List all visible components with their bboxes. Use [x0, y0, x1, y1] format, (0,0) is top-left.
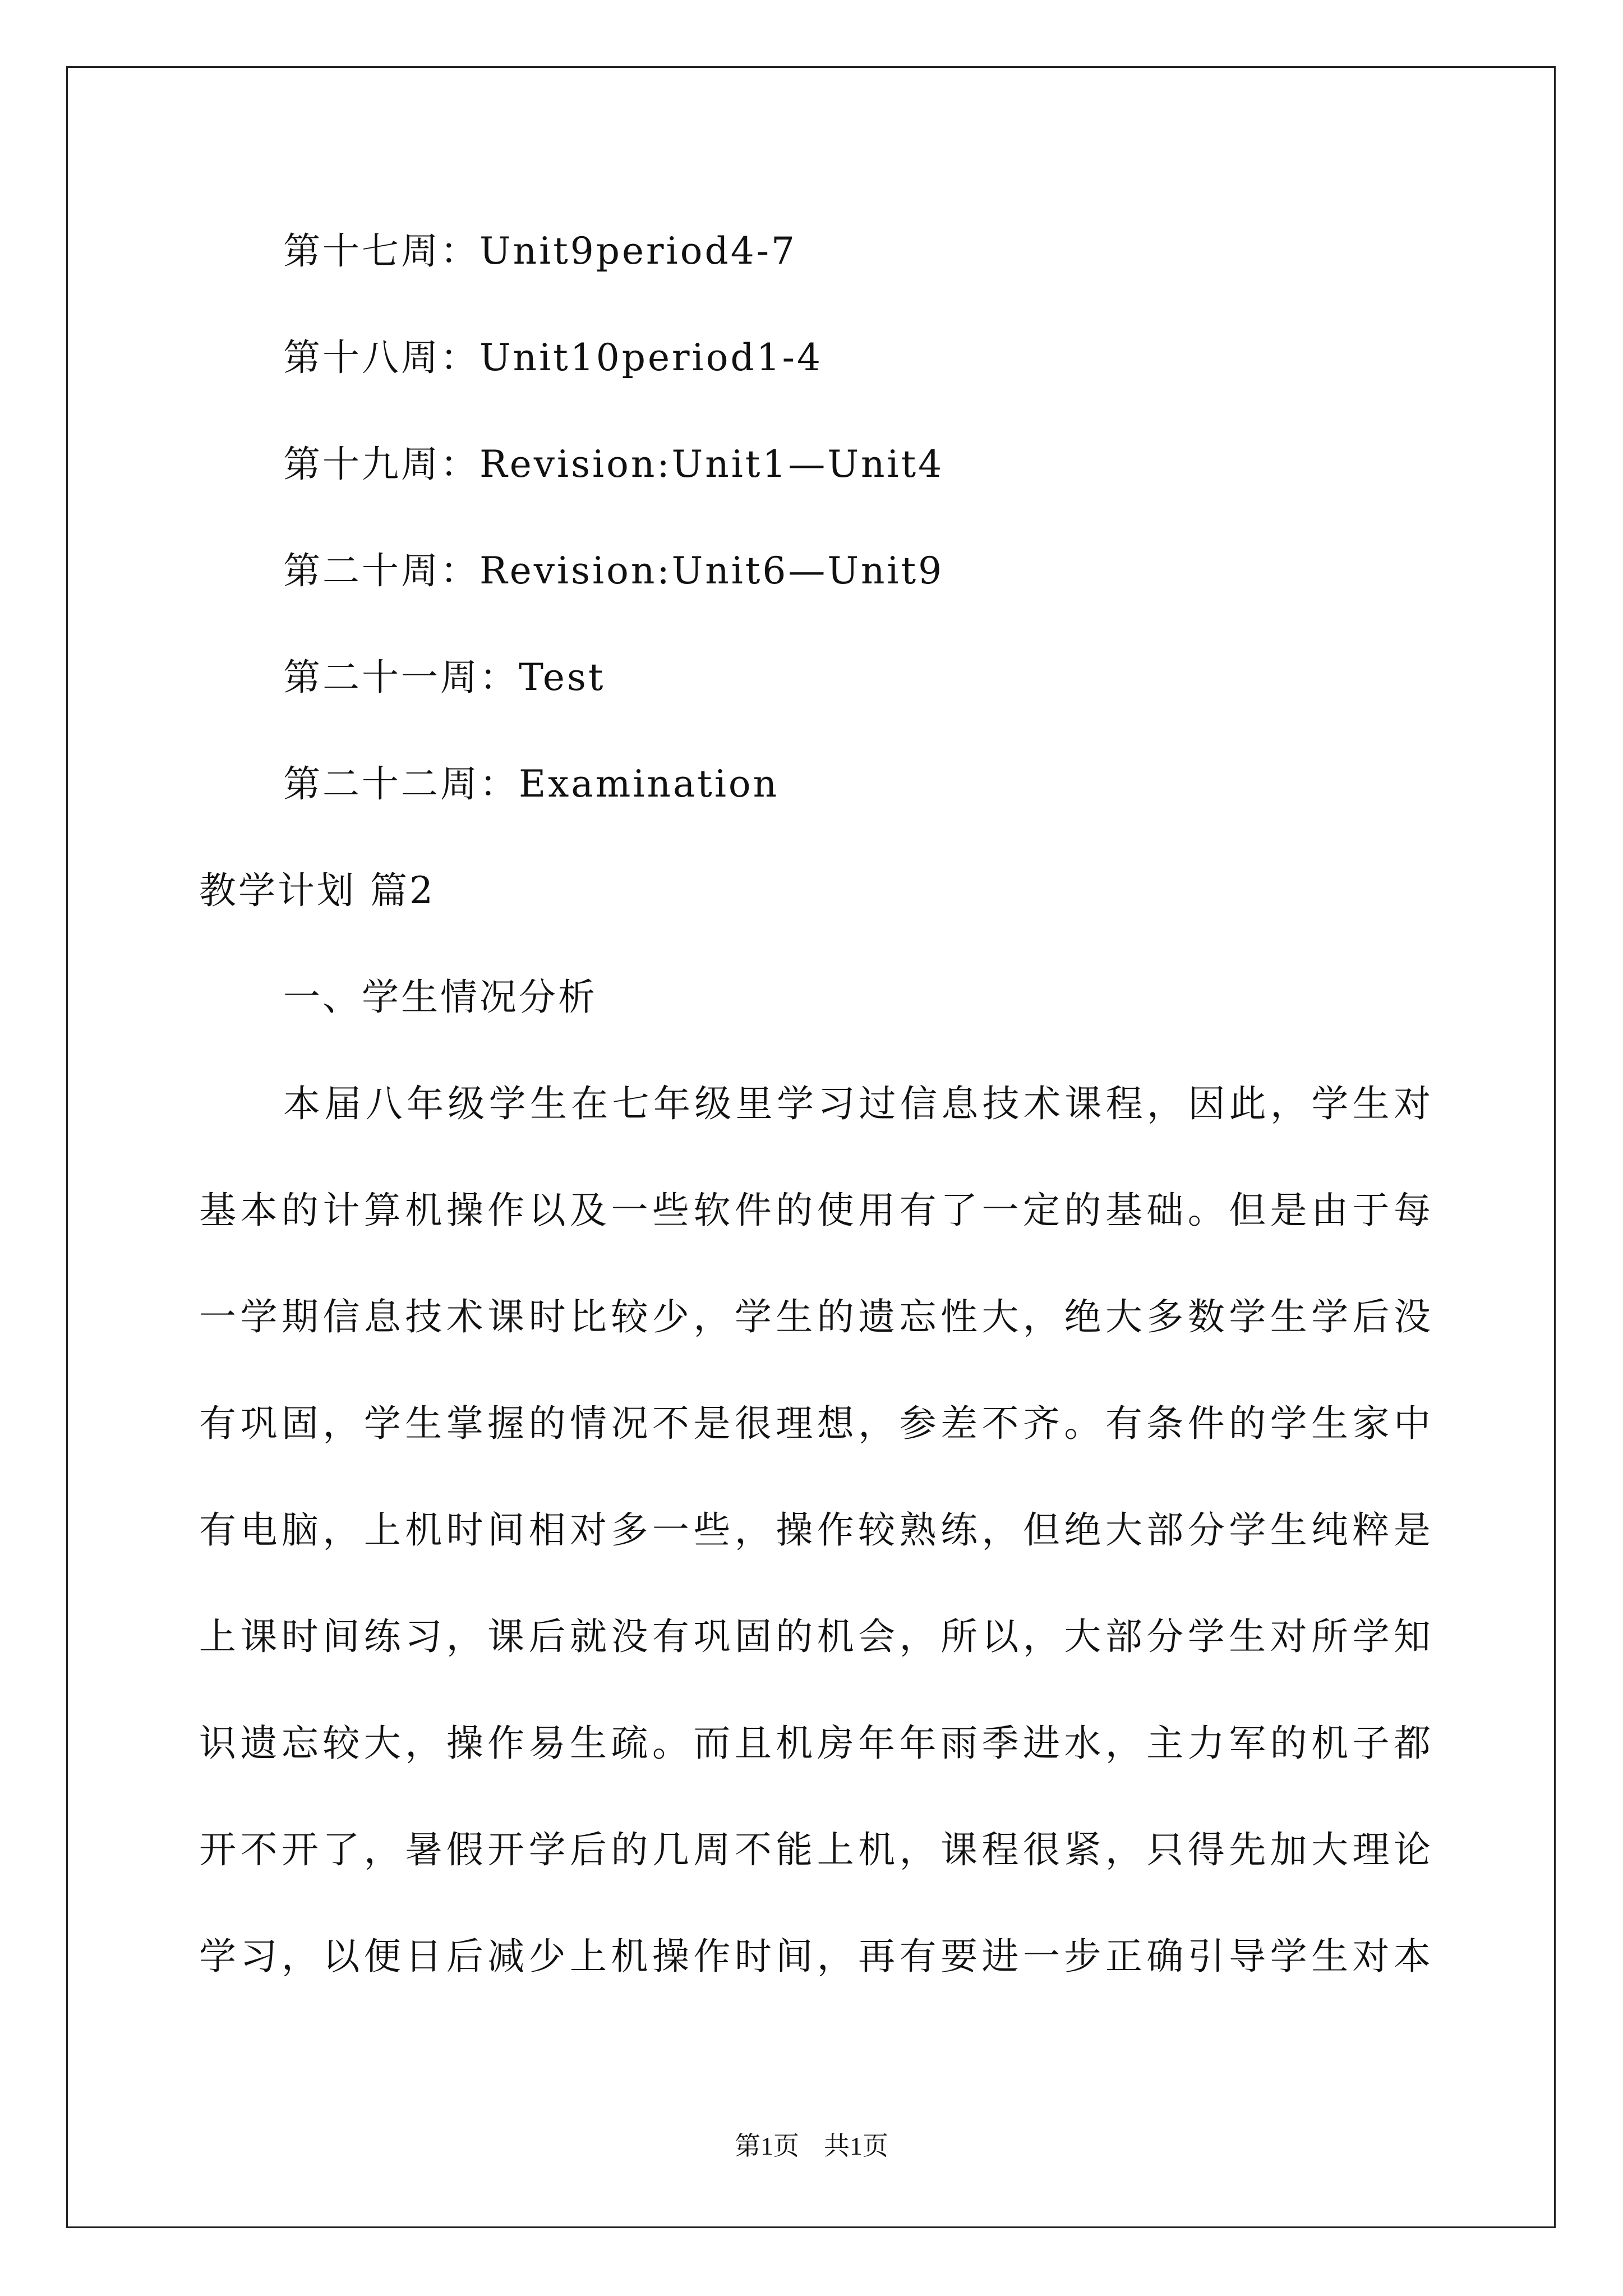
subheading: 一、学生情况分析: [283, 976, 597, 1019]
paragraph-line: 本届八年级学生在七年级里学习过信息技术课程，因此，学生对: [283, 1082, 1433, 1125]
week-content: Test: [519, 656, 606, 699]
paragraph-line: 上课时间练习，课后就没有巩固的机会，所以，大部分学生对所学知: [199, 1615, 1433, 1658]
page-border: [66, 66, 1556, 2228]
paragraph-line: 识遗忘较大，操作易生疏。而且机房年年雨季进水，主力军的机子都: [199, 1722, 1433, 1765]
paragraph-line: 一学期信息技术课时比较少，学生的遗忘性大，绝大多数学生学后没: [199, 1295, 1433, 1338]
paragraph-line: 开不开了，暑假开学后的几周不能上机，课程很紧，只得先加大理论: [199, 1828, 1433, 1871]
schedule-line-week21: [283, 655, 605, 700]
week-label: 第十七周：: [283, 229, 479, 273]
week-label: 第十八周：: [283, 336, 479, 379]
week-content: Unit9period4-7: [479, 229, 797, 273]
week-content: Unit10period1-4: [479, 336, 823, 379]
schedule-line-week17: [283, 229, 797, 274]
page-total: 共1页: [824, 2132, 888, 2160]
paragraph-line: 学习，以便日后减少上机操作时间，再有要进一步正确引导学生对本: [199, 1935, 1433, 1978]
week-content: Revision:Unit1—Unit4: [479, 443, 944, 486]
week-content: Examination: [519, 762, 780, 806]
paragraph-line: 基本的计算机操作以及一些软件的使用有了一定的基础。但是由于每: [199, 1189, 1433, 1232]
page-footer: [0, 2129, 1623, 2163]
page-number: 第1页: [735, 2132, 799, 2160]
section-title: 教学计划 篇2: [199, 869, 435, 912]
week-label: 第十九周：: [283, 443, 479, 486]
week-label: 第二十二周：: [283, 762, 519, 806]
paragraph-line: 有电脑，上机时间相对多一些，操作较熟练，但绝大部分学生纯粹是: [199, 1508, 1433, 1552]
schedule-line-week22: [283, 762, 779, 807]
paragraph-line: 有巩固，学生掌握的情况不是很理想，参差不齐。有条件的学生家中: [199, 1402, 1433, 1445]
week-label: 第二十一周：: [283, 656, 519, 699]
week-content: Revision:Unit6—Unit9: [479, 549, 944, 592]
week-label: 第二十周：: [283, 549, 479, 592]
schedule-line-week18: [283, 335, 823, 380]
schedule-line-week19: [283, 442, 944, 487]
schedule-line-week20: [283, 549, 944, 593]
